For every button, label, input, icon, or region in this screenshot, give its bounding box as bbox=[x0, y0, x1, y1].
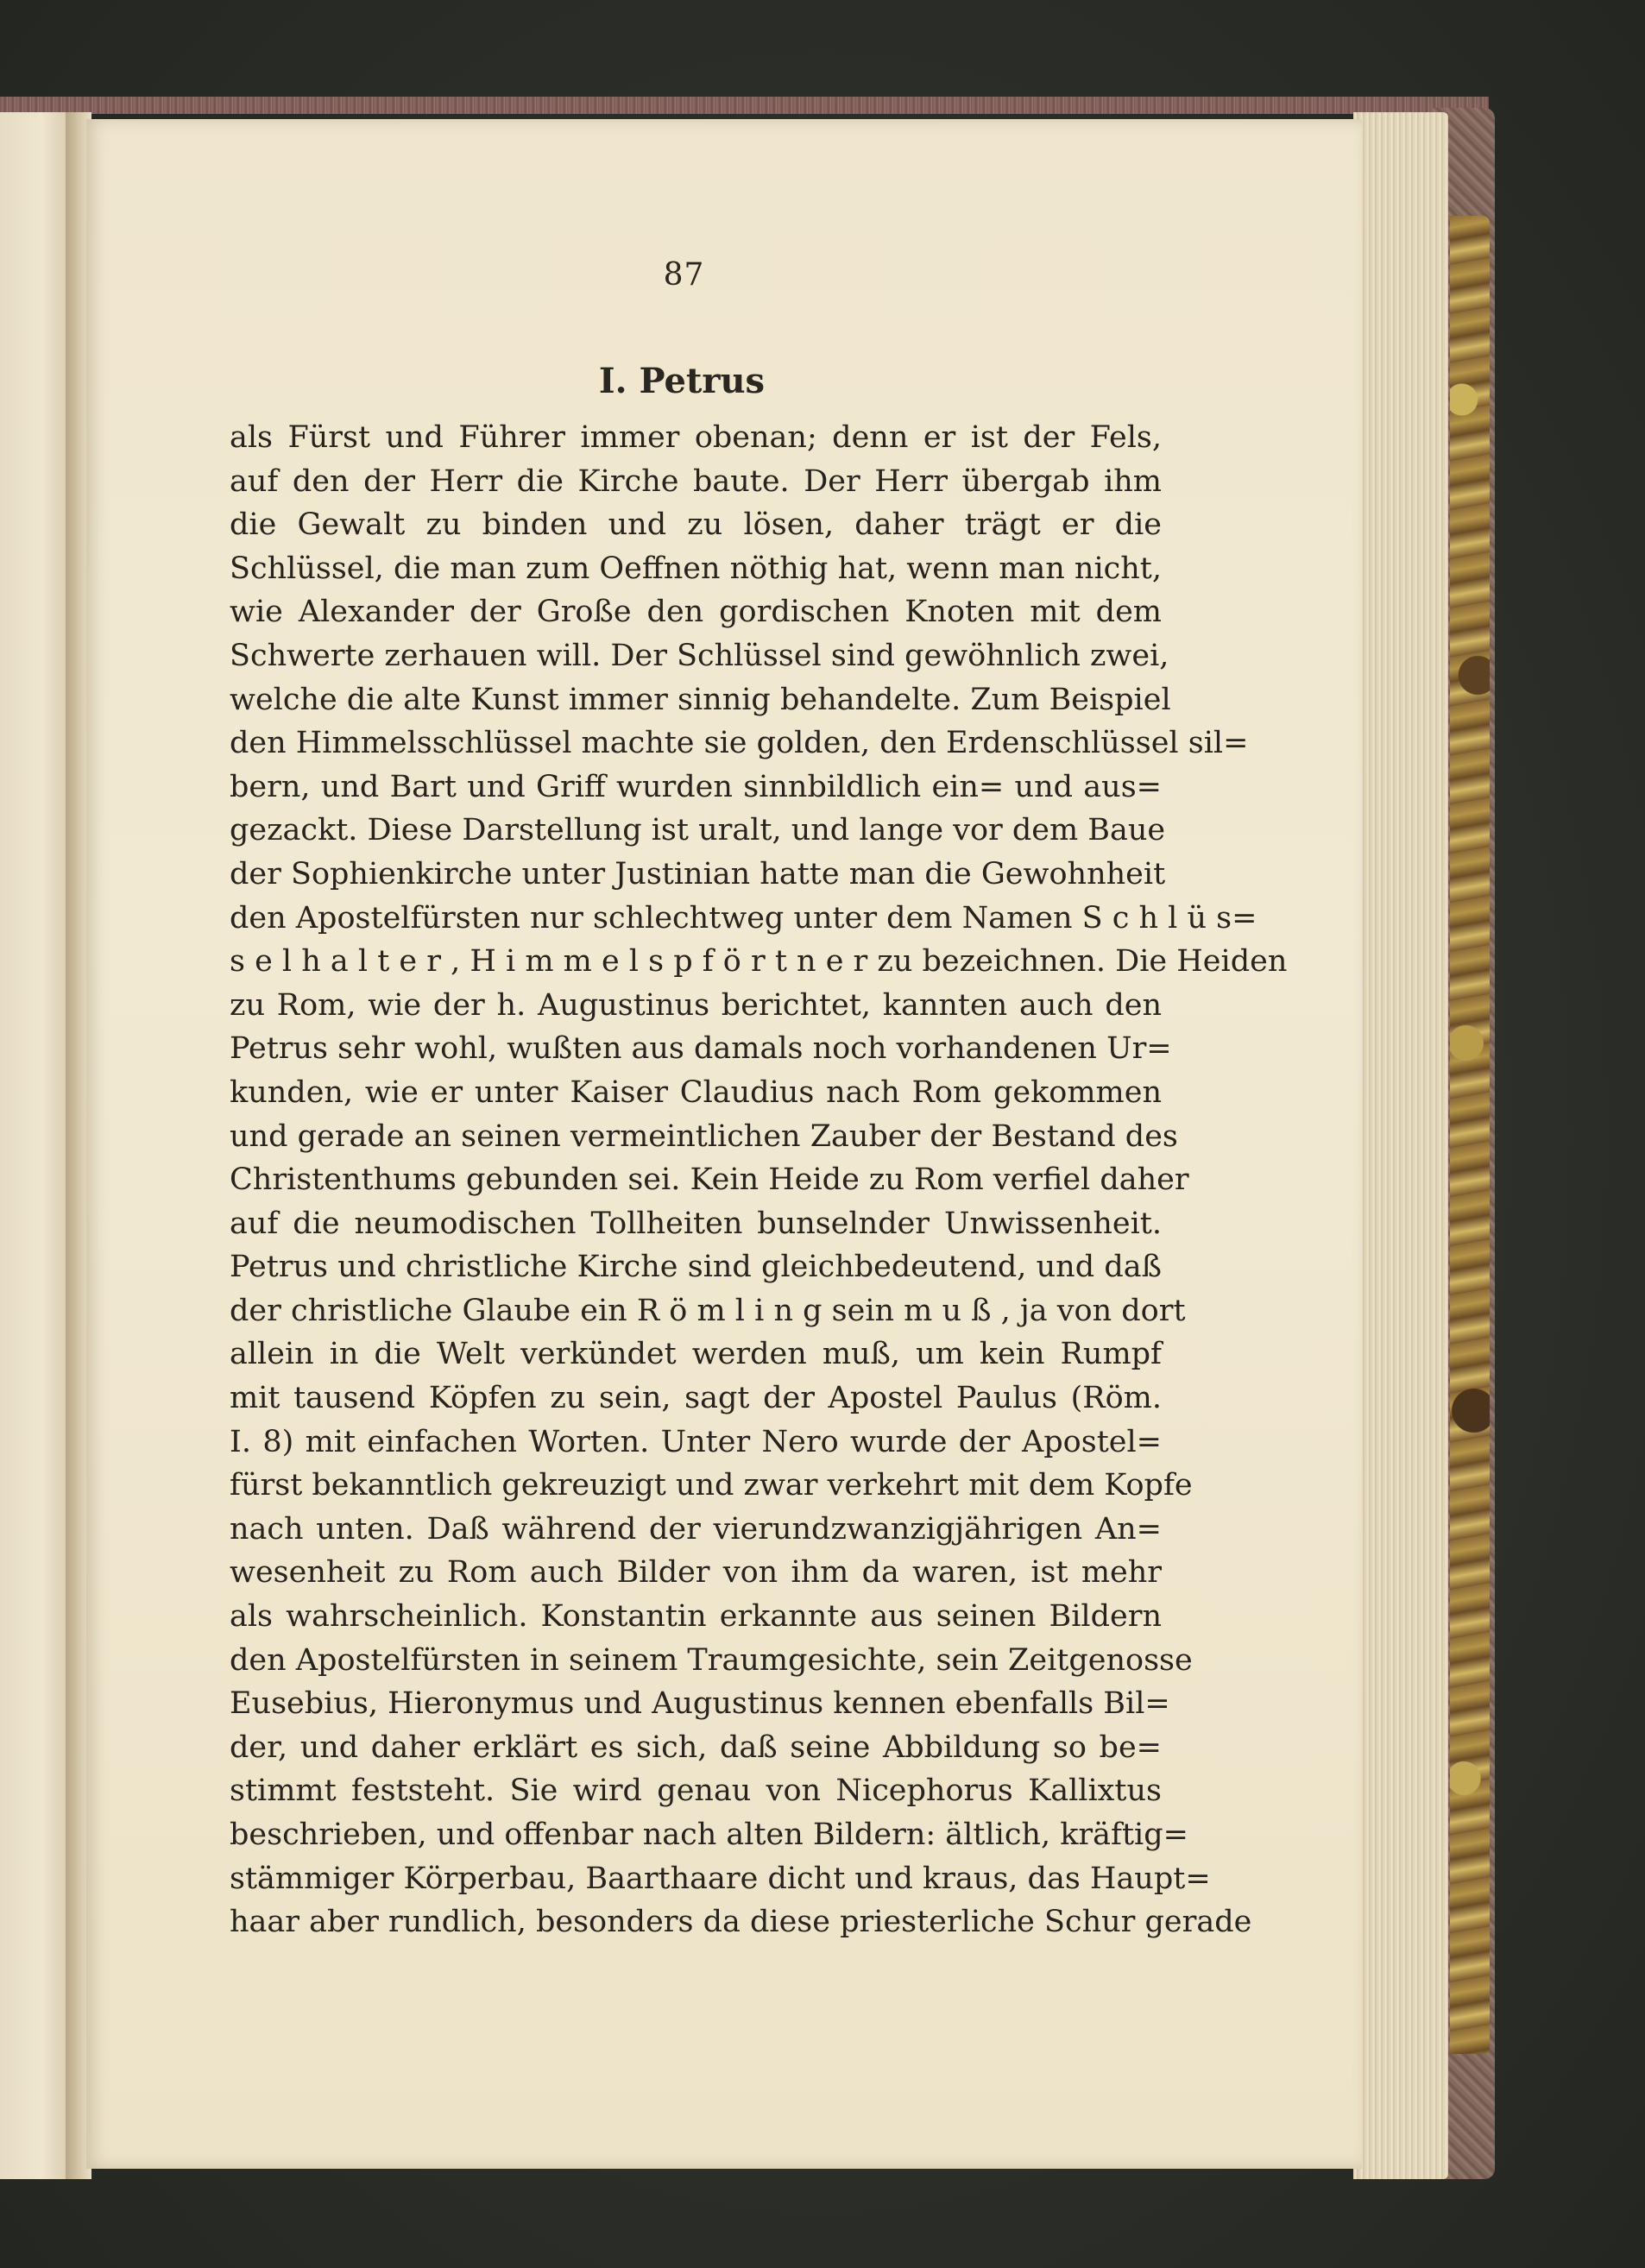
text-line: Schlüssel, die man zum Oeffnen nöthig hat, wenn man nicht, bbox=[230, 551, 1162, 586]
text-line: nach unten. Daß während der vierundzwanzigjährigen An= bbox=[230, 1511, 1162, 1547]
text-line: als wahrscheinlich. Konstantin erkannte aus seinen Bildern bbox=[230, 1599, 1162, 1635]
book-spine-edge-top bbox=[0, 97, 1489, 114]
text-line: kunden, wie er unter Kaiser Claudius nach Rom gekommen bbox=[230, 1074, 1162, 1110]
text-line: Schwerte zerhauen will. Der Schlüssel sind gewöhnlich zwei, bbox=[230, 638, 1169, 673]
text-line: welche die alte Kunst immer sinnig behandelte. Zum Beispiel bbox=[230, 682, 1171, 717]
text-line: und gerade an seinen vermeintlichen Zauber der Bestand des bbox=[230, 1118, 1178, 1154]
text-line: den Apostelfürsten in seinem Traumgesichte, sein Zeitgenosse bbox=[230, 1642, 1193, 1678]
text-line: als Fürst und Führer immer obenan; denn er ist der Fels, bbox=[230, 420, 1162, 455]
text-line: s e l h a l t e r , H i m m e l s p f ö r t n e r zu bezeichnen. Die Heiden bbox=[230, 944, 1288, 980]
text-line: mit tausend Köpfen zu sein, sagt der Apostel Paulus (Röm. bbox=[230, 1381, 1162, 1416]
text-line: Petrus und christliche Kirche sind gleichbedeutend, und daß bbox=[230, 1250, 1162, 1285]
text-line: I. 8) mit einfachen Worten. Unter Nero wurde der Apostel= bbox=[230, 1424, 1162, 1459]
text-line: der christliche Glaube ein R ö m l i n g sein m u ß , ja von dort bbox=[230, 1293, 1186, 1328]
text-line: bern, und Bart und Griff wurden sinnbildlich ein= und aus= bbox=[230, 769, 1162, 804]
text-line: der Sophienkirche unter Justinian hatte man die Gewohnheit bbox=[230, 856, 1166, 891]
text-line: allein in die Welt verkündet werden muß, um kein Rumpf bbox=[230, 1337, 1162, 1372]
text-line: der, und daher erklärt es sich, daß seine Abbildung so be= bbox=[230, 1729, 1162, 1765]
text-line: den Apostelfürsten nur schlechtweg unter dem Namen S c h l ü s= bbox=[230, 900, 1257, 936]
text-line: stimmt feststeht. Sie wird genau von Nicephorus Kallixtus bbox=[230, 1773, 1162, 1809]
text-line: beschrieben, und offenbar nach alten Bildern: ältlich, kräftig= bbox=[230, 1818, 1188, 1852]
text-line: Petrus sehr wohl, wußten aus damals noch vorhandenen Ur= bbox=[230, 1031, 1172, 1067]
text-line: auf die neumodischen Tollheiten bunselnder Unwissenheit. bbox=[230, 1206, 1162, 1241]
running-head: I. Petrus bbox=[598, 361, 766, 401]
text-line: stämmiger Körperbau, Baarthaare dicht und kraus, das Haupt= bbox=[230, 1861, 1211, 1896]
page-stack-edge bbox=[1353, 112, 1448, 2179]
text-line: wie Alexander der Große den gordischen Knoten mit dem bbox=[230, 595, 1162, 630]
body-text bbox=[230, 416, 1288, 1944]
text-line: gezackt. Diese Darstellung ist uralt, und lange vor dem Baue bbox=[230, 813, 1166, 848]
marbled-page-edge bbox=[1450, 216, 1490, 2054]
text-line: fürst bekanntlich gekreuzigt und zwar verkehrt mit dem Kopfe bbox=[230, 1468, 1193, 1503]
text-line: zu Rom, wie der h. Augustinus berichtet, kannten auch den bbox=[230, 987, 1162, 1023]
text-line: auf den der Herr die Kirche baute. Der Herr übergab ihm bbox=[230, 463, 1162, 499]
page-number: 87 bbox=[663, 257, 705, 293]
text-line: haar aber rundlich, besonders da diese priesterliche Schur gerade bbox=[230, 1905, 1252, 1940]
left-page-edge bbox=[0, 112, 71, 2179]
text-line: die Gewalt zu binden und zu lösen, daher trägt er die bbox=[230, 507, 1162, 543]
text-line: den Himmelsschlüssel machte sie golden, den Erdenschlüssel sil= bbox=[230, 726, 1249, 761]
text-line: Christenthums gebunden sei. Kein Heide zu Rom verfiel daher bbox=[230, 1162, 1189, 1198]
text-line: wesenheit zu Rom auch Bilder von ihm da waren, ist mehr bbox=[230, 1555, 1162, 1591]
text-line: Eusebius, Hieronymus und Augustinus kennen ebenfalls Bil= bbox=[230, 1686, 1170, 1722]
